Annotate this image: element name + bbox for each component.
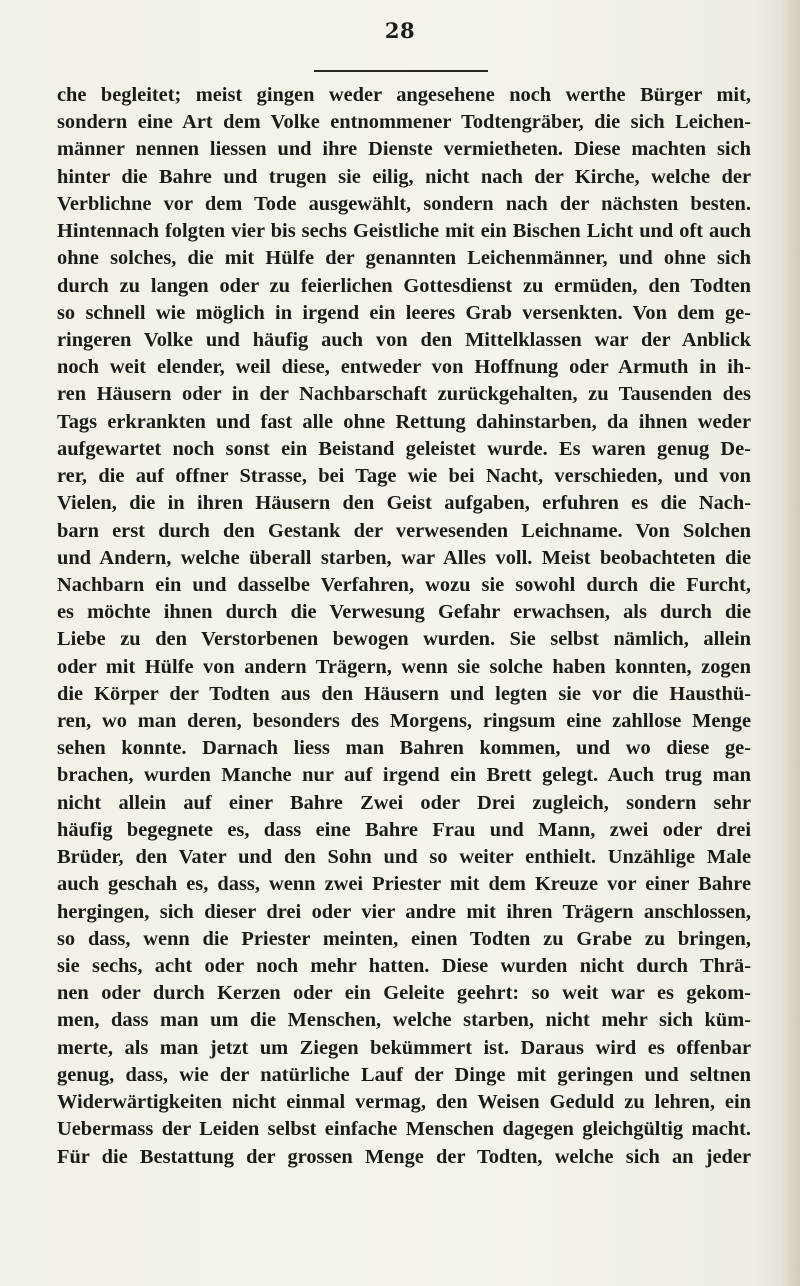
text-line: brachen, wurden Manche nur auf irgend ein Brett gelegt. Auch trug man [57,764,751,787]
text-line: nicht allein auf einer Bahre Zwei oder Drei zugleich, sondern sehr [57,791,751,814]
text-line: men, dass man um die Menschen, welche starben, nicht mehr sich küm- [57,1009,751,1032]
text-line: ren Häusern oder in der Nachbarschaft zurückgehalten, zu Tausenden des [57,383,751,406]
text-line: Nachbarn ein und dasselbe Verfahren, wozu sie sowohl durch die Furcht, [57,573,751,596]
body-text [57,82,751,1171]
text-line: Verblichne vor dem Tode ausgewählt, sondern nach der nächsten besten. [57,192,751,215]
text-line: Hintennach folgten vier bis sechs Geistliche mit ein Bischen Licht und oft auch [57,220,751,243]
text-line: Für die Bestattung der grossen Menge der Todten, welche sich an jeder [57,1145,751,1168]
page-edge-shadow [782,0,800,1286]
text-line: genug, dass, wie der natürliche Lauf der Dinge mit geringen und seltnen [57,1063,751,1086]
text-line: merte, als man jetzt um Ziegen bekümmert ist. Daraus wird es offenbar [57,1036,751,1059]
text-line: Widerwärtigkeiten nicht einmal vermag, den Weisen Geduld zu lehren, ein [57,1091,751,1114]
text-line: häufig begegnete es, dass eine Bahre Frau und Mann, zwei oder drei [57,818,751,841]
text-line: rer, die auf offner Strasse, bei Tage wie bei Nacht, verschieden, und von [57,465,751,488]
page-number: 28 [384,18,416,43]
text-line: Vielen, die in ihren Häusern den Geist aufgaben, erfuhren es die Nach- [57,492,751,515]
text-line: Tags erkrankten und fast alle ohne Rettung dahinstarben, da ihnen weder [57,410,751,433]
text-line: che begleitet; meist gingen weder angesehene noch werthe Bürger mit, [57,84,751,106]
text-line: Uebermass der Leiden selbst einfache Menschen dagegen gleichgültig macht. [57,1118,751,1141]
text-line: hinter die Bahre und trugen sie eilig, nicht nach der Kirche, welche der [57,165,751,188]
text-line: die Körper der Todten aus den Häusern und legten sie vor die Hausthü- [57,682,751,705]
text-line: Brüder, den Vater und den Sohn und so weiter enthielt. Unzählige Male [57,846,751,869]
text-line: sehen konnte. Darnach liess man Bahren kommen, und wo diese ge- [57,737,751,760]
text-line: durch zu langen oder zu feierlichen Gottesdienst zu ermüden, den Todten [57,274,751,297]
text-line: so dass, wenn die Priester meinten, einen Todten zu Grabe zu bringen, [57,927,751,950]
text-line: ringeren Volke und häufig auch von den Mittelklassen war der Anblick [57,328,751,351]
text-line: ohne solches, die mit Hülfe der genannten Leichenmänner, und ohne sich [57,247,751,270]
text-line: sondern eine Art dem Volke entnommener Todtengräber, die sich Leichen- [57,111,751,134]
text-line: hergingen, sich dieser drei oder vier andre mit ihren Trägern anschlossen, [57,900,751,923]
text-line: aufgewartet noch sonst ein Beistand geleistet wurde. Es waren genug De- [57,437,751,460]
text-line: sie sechs, acht oder noch mehr hatten. Diese wurden nicht durch Thrä- [57,955,751,977]
text-line: es möchte ihnen durch die Verwesung Gefahr erwachsen, als durch die [57,601,751,624]
text-line: Liebe zu den Verstorbenen bewogen wurden. Sie selbst nämlich, allein [57,628,751,651]
text-line: ren, wo man deren, besonders des Morgens, ringsum eine zahllose Menge [57,710,751,733]
text-line: oder mit Hülfe von andern Trägern, wenn sie solche haben konnten, zogen [57,655,751,678]
text-line: und Andern, welche überall starben, war Alles voll. Meist beobachteten die [57,546,751,569]
text-line: barn erst durch den Gestank der verwesenden Leichname. Von Solchen [57,519,751,542]
header-rule [314,70,488,72]
text-line: nen oder durch Kerzen oder ein Geleite geehrt: so weit war es gekom- [57,982,751,1005]
text-line: männer nennen liessen und ihre Dienste vermietheten. Diese machten sich [57,138,751,161]
text-line: so schnell wie möglich in irgend ein leeres Grab versenkten. Von dem ge- [57,301,751,324]
text-line: auch geschah es, dass, wenn zwei Priester mit dem Kreuze vor einer Bahre [57,873,751,896]
text-line: noch weit elender, weil diese, entweder von Hoffnung oder Armuth in ih- [57,356,751,379]
